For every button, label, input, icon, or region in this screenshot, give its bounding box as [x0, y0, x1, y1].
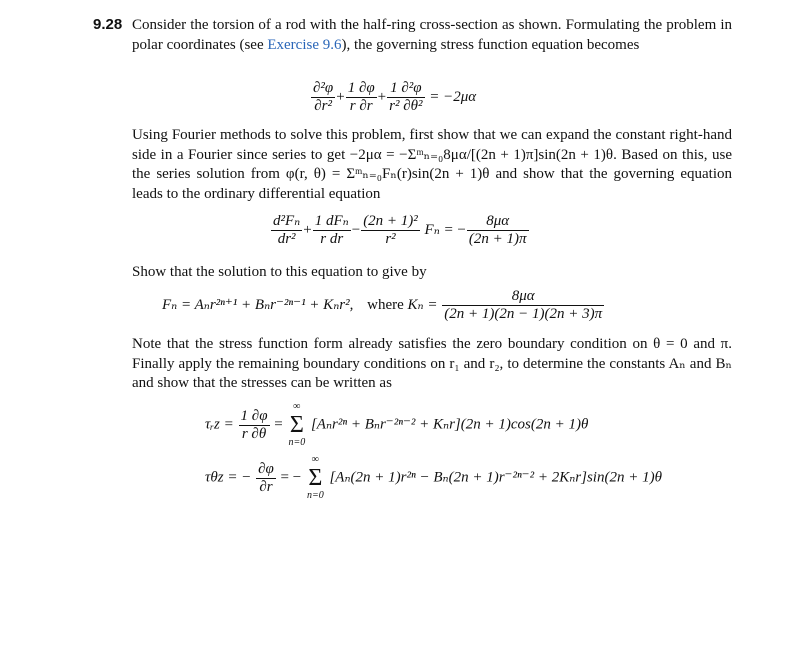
eq2-term1: $\frac{\text{d²Fₙ}}{\text{dr²}}$: [273, 213, 301, 247]
solution-equation: [162, 288, 605, 323]
intro-text-b: ), the governing stress function equation becomes: [341, 36, 640, 53]
exercise-link[interactable]: Exercise 9.6: [267, 36, 342, 53]
eq2-fn: Fₙ =: [424, 221, 454, 238]
stress-thetaz-equation: [205, 454, 662, 502]
eq4-body: [Aₙr²ⁿ + Bₙr⁻²ⁿ⁻² + Kₙr](2n + 1)cos(2n + 1)θ: [310, 416, 589, 433]
exercise-intro: [132, 16, 732, 55]
solution-paragraph: Show that the solution to this equation to give by: [132, 264, 427, 280]
eq5-lhs: τθz = −: [205, 469, 252, 486]
eq3-kn: Kₙ =: [407, 296, 438, 313]
eq5-sum: ∞ Σ n=0: [306, 454, 324, 501]
eq4-fraction: $\frac{1 \partial\varphi}{r \partial\theta}$: [240, 407, 268, 442]
eq1-term2: $\frac{1 \partial\varphi}{r \partial r}$: [347, 80, 375, 114]
eq2-rhs: $\frac{8\mu\alpha}{(2n + 1)\pi}$: [468, 213, 527, 247]
exercise-number: 9.28: [93, 16, 123, 33]
eq4-sum: ∞ Σ n=0: [288, 401, 306, 448]
governing-equation: $\frac{\text{∂²φ}}{\text{∂r²}}$ + $\frac{1 \partial\varphi}{r \partial r}$ + $\frac{\text{1 ∂²φ}}{\text{r² ∂θ²}}$ = −2μα: [313, 80, 477, 114]
eq3-lhs: Fₙ = Aₙr²ⁿ⁺¹ + Bₙr⁻²ⁿ⁻¹ + Kₙr²,: [162, 296, 354, 313]
eq3-k-fraction: $\frac{8\mu\alpha}{(2n + 1)(2n - 1)(2n + 3)\pi}$: [444, 288, 603, 322]
ode-equation: $\frac{\text{d²Fₙ}}{\text{dr²}}$ + $\frac{\text{1 dFₙ}}{\text{r dr}}$ − $\frac{\text{(2n + 1)²}}{\text{r²}}$ Fₙ = − $\frac{8\mu\alpha}{(2n + 1)\pi}$: [273, 213, 527, 247]
boundary-paragraph: Note that the stress function form already satisfies the zero boundary condition on θ = 0 and π. Finally apply the remaining boundary conditions on r₁ and r₂, to determine the constants Aₙ and Bₙ and show that the stresses can be written as: [132, 336, 732, 391]
eq4-eqsign: =: [274, 416, 283, 433]
eq5-body: [Aₙ(2n + 1)r²ⁿ − Bₙ(2n + 1)r⁻²ⁿ⁻² + 2Kₙr]sin(2n + 1)θ: [329, 469, 662, 486]
eq1-term3: $\frac{\text{1 ∂²φ}}{\text{r² ∂θ²}}$: [389, 80, 423, 114]
eq2-term2: $\frac{\text{1 dFₙ}}{\text{r dr}}$: [314, 213, 349, 247]
eq4-lhs: τᵣz =: [205, 416, 234, 433]
eq1-rhs: = −2μα: [429, 88, 477, 105]
eq1-term1: $\frac{\text{∂²φ}}{\text{∂r²}}$: [313, 80, 334, 114]
eq2-term3: $\frac{\text{(2n + 1)²}}{\text{r²}}$: [363, 213, 418, 247]
eq5-eqsign: = −: [280, 469, 302, 486]
stress-rz-equation: [205, 401, 588, 449]
eq3-where: where: [367, 296, 404, 313]
fourier-paragraph: Using Fourier methods to solve this problem, first show that we can expand the constant right-hand side in a Fourier since series to get −2μα = −Σᵐₙ₌₀8μα/[(2n + 1)π]sin(2n + 1)θ. Based on this, use the series solution from φ(r, θ) = Σᵐₙ₌₀Fₙ(r)sin(2n + 1)θ and show that the governing equation leads to the ordinary differential equation: [132, 127, 732, 202]
eq5-fraction: $\frac{\partial\varphi}{\partial r}$: [258, 460, 274, 495]
intro-text-a: Consider the torsion of a rod with the half-ring cross-section as shown. Formulating the problem in polar coordinates (see: [132, 17, 732, 53]
